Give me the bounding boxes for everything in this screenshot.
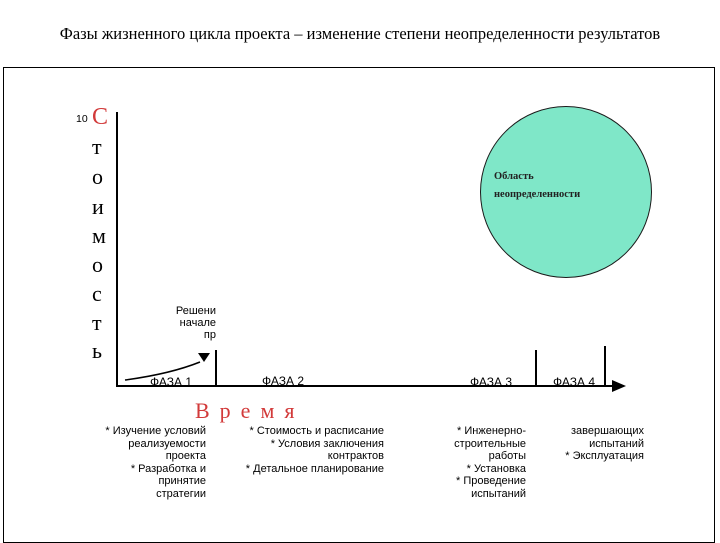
y-axis-letter: т bbox=[92, 134, 102, 159]
phase-label-3: ФАЗА 3 bbox=[470, 375, 512, 389]
y-axis-letter: ь bbox=[92, 338, 103, 363]
y-axis-letter: о bbox=[92, 252, 103, 277]
y-axis-letter: м bbox=[92, 223, 106, 248]
y-axis-letter: и bbox=[92, 194, 104, 219]
x-axis-label: Время bbox=[195, 398, 305, 423]
phase3-activities: * Инженерно- строительные работы * Установка * Проведение испытаний bbox=[454, 425, 526, 500]
page-title: Фазы жизненного цикла проекта – изменение степени неопределенности результатов bbox=[59, 24, 661, 43]
y-axis-letter: о bbox=[92, 164, 103, 189]
phase-label-2: ФАЗА 2 bbox=[262, 374, 304, 388]
phase2-activities: * Стоимость и расписание * Условия заключения контрактов * Детальное планирование bbox=[245, 425, 384, 475]
circle-label: Область неопределенности bbox=[494, 171, 581, 200]
phase-label-4: ФАЗА 4 bbox=[553, 375, 595, 389]
phase4-activities: завершающих испытаний * Эксплуатация bbox=[565, 425, 644, 462]
y-axis-letter: т bbox=[92, 310, 102, 335]
y-axis-tick: 10 bbox=[76, 113, 88, 125]
y-axis-letter: С bbox=[92, 104, 109, 130]
arrow-down-icon bbox=[198, 353, 210, 362]
decision-label: Решени начале пр bbox=[175, 305, 216, 341]
phase-label-1: ФАЗА 1 bbox=[150, 375, 192, 389]
y-axis-letter: с bbox=[92, 281, 102, 306]
phase1-activities: * Изучение условий реализуемости проекта * Разработка и принятие стратегии bbox=[105, 425, 206, 500]
